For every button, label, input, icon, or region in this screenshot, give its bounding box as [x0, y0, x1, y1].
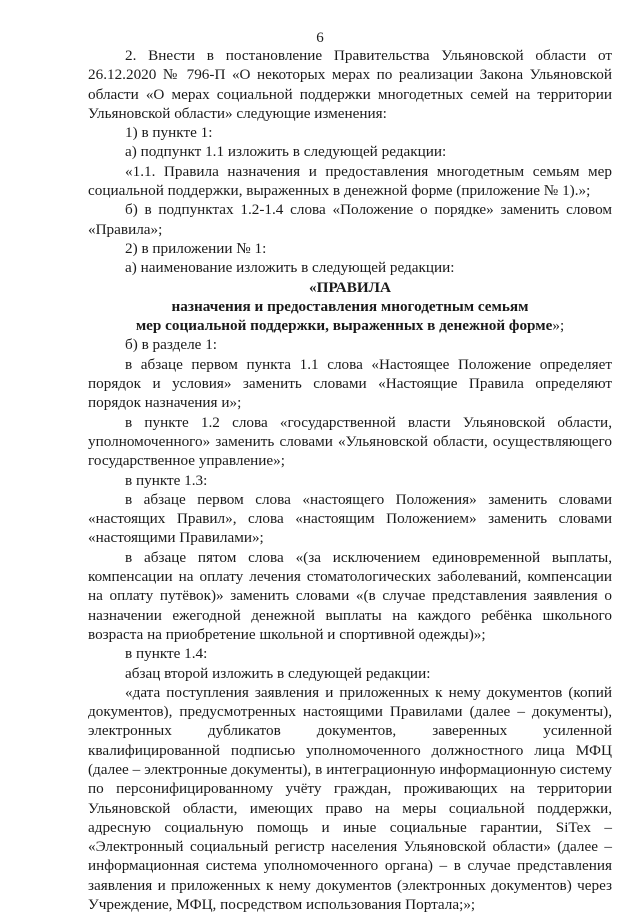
paragraph: 2. Внести в постановление Правительства Ульяновской области от 26.12.2020 № 796-П «О некоторых мерах по реализации Закона Ульяновской области «О мерах социальной поддержки многодетных семей на территории Ульяновской области» следующие изменения: [88, 47, 612, 122]
paragraph: в пункте 1.3: [125, 471, 208, 489]
paragraph: в пункте 1.4: [125, 645, 208, 663]
paragraph: абзац второй изложить в следующей редакции: [125, 664, 431, 682]
rules-title: «ПРАВИЛА [309, 278, 391, 296]
paragraph: а) наименование изложить в следующей редакции: [125, 259, 455, 277]
page-number: 6 [316, 30, 324, 46]
paragraph: в абзаце первом слова «настоящего Положения» заменить словами «настоящих Правил», слова «настоящим Положением» заменить словами «настоящими Правилами»; [88, 490, 612, 547]
paragraph: 1) в пункте 1: [125, 124, 213, 142]
document-body [88, 46, 612, 914]
paragraph: б) в подпунктах 1.2-1.4 слова «Положение о порядке» заменить словом «Правила»; [88, 201, 612, 238]
rules-subtitle-tail: »; [552, 317, 565, 335]
rules-subtitle-text: мер социальной поддержки, выраженных в денежной форме [135, 317, 553, 335]
paragraph: б) в разделе 1: [125, 336, 218, 354]
paragraph: а) подпункт 1.1 изложить в следующей редакции: [125, 143, 447, 161]
paragraph: «дата поступления заявления и приложенных к нему документов (копий документов), предусмотренных настоящими Правилами (далее – документы), электронных дубликатов документов, заверенных усиленной квалифицированной подписью уполномоченного должностного лица МФЦ (далее – электронные документы), в интеграционную информационную систему по персонифицированному учёту граждан, проживающих на территории Ульяновской области, имеющих право на меры социальной поддержки, адресную социальную помощь и иные социальные гарантии, SiTex – «Электронный социальный регистр населения Ульяновской области» (далее – информационная система уполномоченного органа) – в случае представления заявления и приложенных к нему документов (электронных документов) через Учреждение, МФЦ, посредством использования Портала;»; [88, 683, 612, 914]
rules-subtitle-line [88, 316, 612, 335]
paragraph: в абзаце пятом слова «(за исключением единовременной выплаты, компенсации на оплату лечения стоматологических заболеваний, компенсации на оплату путёвок)» заменить словами «(в случае представления заявления о назначении ежегодной денежной выплаты на каждого ребёнка школьного возраста на приобретение школьной и спортивной одежды)»; [88, 548, 612, 643]
paragraph: в абзаце первом пункта 1.1 слова «Настоящее Положение определяет порядок и условия» заменить словами «Настоящие Правила определяют порядок назначения и»; [88, 355, 612, 412]
paragraph: 2) в приложении № 1: [125, 239, 267, 257]
paragraph: в пункте 1.2 слова «государственной власти Ульяновской области, уполномоченного» заменить словами «Ульяновской области, осуществляющего государственное управление»; [88, 413, 612, 470]
rules-subtitle-line: назначения и предоставления многодетным семьям [171, 297, 529, 315]
paragraph: «1.1. Правила назначения и предоставления многодетным семьям мер социальной поддержки, выраженных в денежной форме (приложение № 1).»; [88, 162, 612, 200]
